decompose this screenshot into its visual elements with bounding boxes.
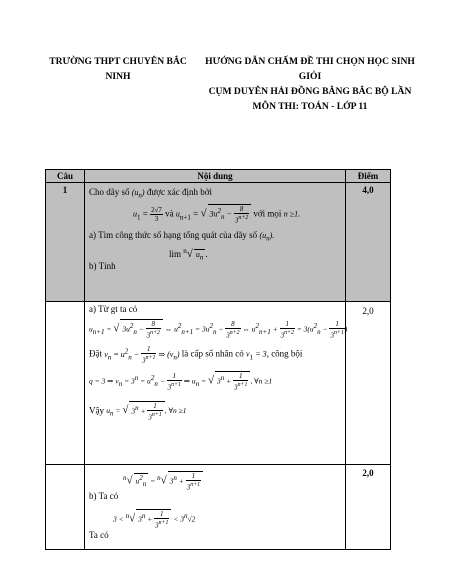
- solution-row-b: [46, 465, 391, 550]
- v1-value: = 3: [255, 349, 267, 359]
- solution-a-empty: [46, 302, 85, 465]
- school-name: TRƯỜNG THPT CHUYÊN BẮC NINH: [49, 56, 187, 82]
- part-a-symbol: $(u_n)$.: [259, 230, 275, 243]
- forall-text: với mọi: [253, 208, 282, 219]
- u1-den: 3: [154, 214, 159, 223]
- v1-symbol: v: [245, 349, 250, 359]
- ratio-text: , công bội: [266, 348, 303, 359]
- conclude-word: Vậy: [89, 405, 104, 416]
- solution-b-empty: [46, 465, 85, 550]
- question-score: 4,0: [346, 183, 391, 302]
- sequence-symbol: $(u_n)$: [131, 188, 145, 200]
- geo-text: là cấp số nhân có: [181, 348, 244, 359]
- exam-title-line-3: MÔN THI: TOÁN - LỚP 11: [252, 101, 368, 112]
- rec-den: $3^{n+2}$: [234, 214, 249, 224]
- part-a-text: a) Tìm công thức số hạng tổng quát của dãy số: [89, 229, 258, 240]
- part-b-prompt: b) Tính: [89, 261, 116, 272]
- exam-title-line-2: CỤM DUYÊN HẢI ĐỒNG BẰNG BẮC BỘ LẦN: [208, 86, 412, 97]
- solution-a-conclusion: Vậy $u_n$ = √ $3^n$ + $\frac{1}{3^{n+1}}$ , ∀n ≥1: [89, 401, 187, 422]
- col-header-cau: Câu: [46, 170, 85, 183]
- solution-b-formula1: $^n$√ $u^2_n = ^n√$ $3^n$ + $\frac{1}{3^{n+1}}$: [89, 471, 341, 491]
- solution-b-line2: Ta có: [89, 529, 109, 540]
- solution-a-intro: a) Từ gt ta có: [89, 304, 138, 314]
- sym: (u: [131, 188, 139, 197]
- u1-num: 2√7: [151, 205, 162, 214]
- pa-sym: (u: [259, 230, 267, 240]
- question-intro: [89, 187, 341, 200]
- set-word: Đặt: [89, 348, 102, 359]
- question-content: [85, 183, 346, 302]
- part-a-prompt: [89, 230, 341, 243]
- recurrence-root: $3u^2_n$ − $\frac{8}{3^{n+2}}$: [208, 204, 252, 224]
- rec-den-base: 3: [234, 215, 239, 224]
- u1-fraction: [150, 206, 163, 223]
- question-row: [46, 183, 391, 302]
- exam-title-line-1: HƯỚNG DẪN CHẤM ĐỀ THI CHỌN HỌC SINH GIỎI: [205, 56, 415, 82]
- solution-b-score: 2,0: [346, 465, 391, 550]
- rec-num: 8: [234, 205, 249, 214]
- solution-a-step2: q = 3 ⇒ $v_n = 3^n = u^2_n$ − $\frac{1}{3^{n+1}}$ ⇒ $u_n$ = √ $3^n$ + $\frac{1}{3^{n+1}}$ , ∀n ≥1: [89, 371, 273, 391]
- solution-b-line1: b) Ta có: [89, 491, 119, 502]
- rec-fraction: [234, 205, 249, 224]
- part-b-formula: lim $^n$√ $u_n$ .: [169, 246, 208, 262]
- solution-b-content: [85, 465, 346, 550]
- u1-eq: =: [142, 208, 148, 219]
- exam-title: [196, 54, 424, 114]
- u1-symbol: u: [133, 209, 137, 219]
- question-number: 1: [46, 183, 85, 302]
- and-word: và: [165, 208, 174, 219]
- grading-table: [45, 169, 391, 550]
- lim-word: lim: [169, 248, 182, 259]
- col-header-noidung: Nội dung: [85, 170, 346, 183]
- n-condition: n ≥1.: [283, 209, 301, 219]
- rec-term: 3u: [209, 209, 218, 219]
- rec-lhs: u: [175, 209, 180, 219]
- solution-a-content: [85, 302, 346, 465]
- solution-a-score: 2,0: [346, 302, 391, 465]
- solution-b-formula2: 3 < $^n$√ $3^n$ + $\frac{1}{3^{n+1}}$ < $3^n√2$: [113, 510, 196, 530]
- solution-row-a: [46, 302, 391, 465]
- table-header-row: [46, 170, 391, 183]
- intro-post: được xác định bởi: [146, 187, 212, 197]
- col-header-diem: Điểm: [346, 170, 391, 183]
- definition-formula: $u_1$ = $\frac{2√7}{3}$ và $u_{n+1}$ = √ $3u^2_n$ − $\frac{8}{3^{n+2}}$ với mọi n ≥1.: [133, 204, 301, 224]
- solution-a-step1: $u_{n+1}$ = √ $3u^2_n$ − $\frac{8}{3^{n+2}}$ ⇔ $u^2_{n+1} = 3u^2_n$ − $\frac{8}{3^{n+2}}$ ⇔ $u^2_{n+1}$ + $\frac{1}{3^{n+2}}$ = $3(u^2_n$ − $\frac{1}{3^{n+1}}$ ): [89, 320, 348, 340]
- intro-text: Cho dãy số: [89, 187, 130, 197]
- solution-a-substitution: Đặt $v_n = u^2_n$ − $\frac{1}{3^{n+1}}$ ⇒ $(v_n)$ là cấp số nhân có $v_1 = 3$, công bội: [89, 345, 303, 365]
